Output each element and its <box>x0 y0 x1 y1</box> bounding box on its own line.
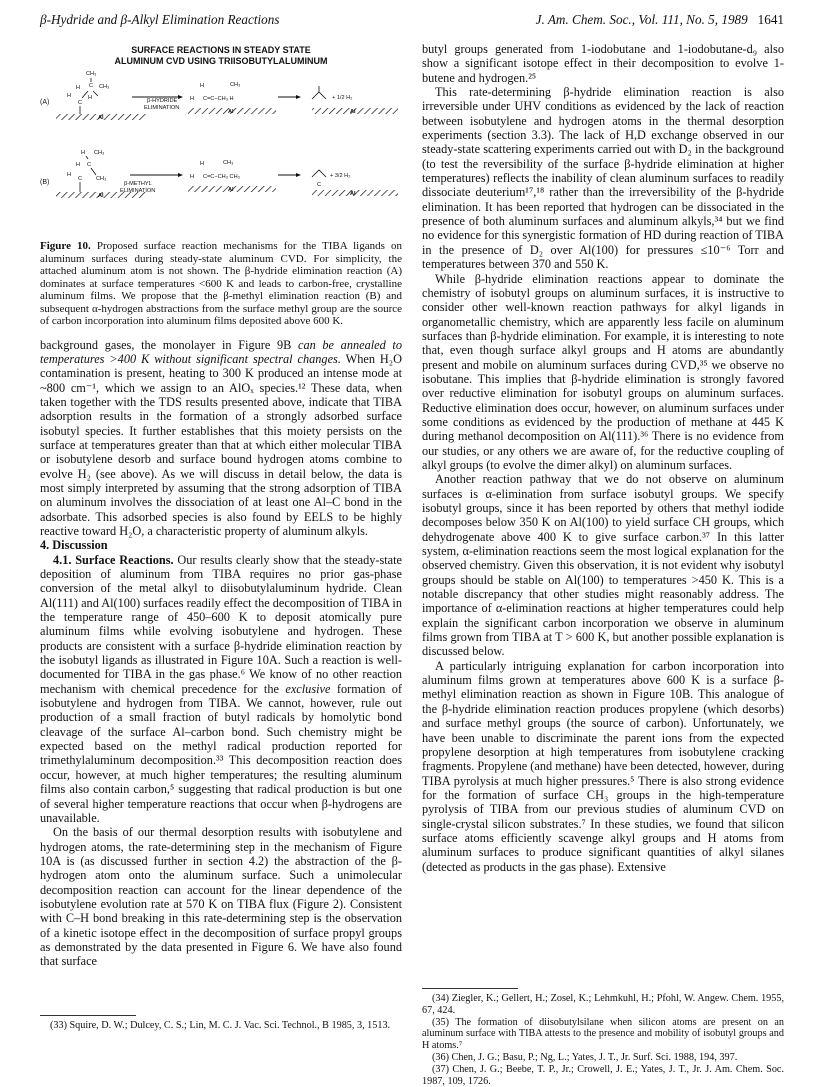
journal-citation: J. Am. Chem. Soc., Vol. 111, No. 5, 1989 1641 <box>535 12 784 27</box>
paragraph: A particularly intriguing explanation for carbon incorporation into aluminum films grown at temperatures above 600 K is a surface β-methyl elimination reaction as shown in Figure 10B. This analogue of the β-hydride elimination reaction produces propylene (which desorbs) and surface methyl groups (the source of carbon). Unfortunately, we have been unable to discriminate the parent ions from the expected propylene desorption at high temperatures from isobutylene cracking fragments. Propylene (and methane) have been detected, however, during TIBA pyrolysis at much higher pressures.⁵ There is also strong evidence for the formation of surface CH₃ groups in the high-temperature pyrolysis of TIBA from our previous studies of aluminum CVD on single-crystal silicon substrates.⁷ In these studies, we found that silicon surface atoms efficiently scavenge alkyl groups and H atoms from aluminum surfaces to produce significant quantities of alkyl silanes (detected as products in the gas phase). Extensive <box>422 658 784 874</box>
svg-text:H: H <box>81 150 86 156</box>
paragraph: butyl groups generated from 1-iodobutane and 1-iodobutane-d₉ also show a significant isotope effect in their decomposition to evolve 1-butene and hydrogen.²⁵ <box>422 42 784 85</box>
svg-text:H: H <box>67 93 72 99</box>
svg-text:Al: Al <box>350 191 356 197</box>
footnote-36: (36) Chen, J. G.; Basu, P.; Ng, L.; Yates, J. T., Jr. Surf. Sci. 1988, 194, 397. <box>432 1051 738 1063</box>
svg-text:H: H <box>76 162 81 168</box>
left-column <box>40 42 402 969</box>
section-heading: 4. Discussion <box>40 538 108 553</box>
svg-text:C: C <box>78 176 83 182</box>
figure-caption: Figure 10. Proposed surface reaction mechanisms for the TIBA ligands on aluminum surfaces during steady-state aluminum CVD. For simplicity, the attached aluminum atom is not shown. The β-hydride elimination reaction (A) dominates at surface temperatures <600 K and leads to carbon-free, crystalline aluminum films. We propose that the β-methyl elimination reaction (B) and subsequent α-hydrogen abstractions from the surface methyl group are the source of carbon incorporation into aluminum films deposited above 600 K. <box>40 240 402 327</box>
svg-text:CH₃: CH₃ <box>230 82 241 88</box>
panel-a-label: (A) <box>40 99 50 106</box>
paragraph: Another reaction pathway that we do not observe on aluminum surfaces is α-elimination from surface isobutyl groups. We specify isobutyl groups, since it has been reported by others that methyl iodide decomposes below 350 K on Al(100) to yield surface CH groups, which dehydrogenate above 400 K to give surface carbon.³⁷ In this latter system, α-elimination reactions seem the most logical explanation for the observed chemistry. Given this observation, it is not evident why isobutyl groups should be stable on Al(100) to temperatures >450 K. This is a notable discrepancy that other studies might reasonably address. The importance of α-elimination reactions at higher temperatures could help explain the significant carbon incorporation we observe in aluminum films grown from TIBA at T > 600 K, but another possible explanation is discussed below. <box>422 472 784 659</box>
footnote-rule <box>40 1015 136 1016</box>
svg-text:H: H <box>88 95 93 101</box>
svg-text:CH₃: CH₃ <box>99 84 110 90</box>
page-number: 1641 <box>757 12 784 27</box>
svg-text:H: H <box>67 172 72 178</box>
paragraph: This rate-determining β-hydride elimination reaction is also irreversible under UHV conditions as evidenced by the lack of reaction between isobutylene and hydrogen atoms in the thermal desorption experiments (section 3.3). The lack of H,D exchange observed in our steady-state scattering experiments carried out with D₂ in the background (to test the reversibility of the surface β-hydride elimination at higher temperatures) reflects the inability of clean aluminum surfaces to readily dissociate deuterium¹⁷,¹⁸ rather than the irreversibility of the β-hydride elimination. It has been reported that hydrogen can be dissociated in the presence of both aluminum surfaces and aluminum alkyls,³⁴ but we find no evidence for this synergistic formation of HD during reaction of TIBA in the presence of D₂ over Al(100) for pressures ≤10⁻⁶ Torr and temperatures between 370 and 550 K. <box>422 85 784 272</box>
left-footnotes <box>40 1007 402 1032</box>
paragraph: 4.1. Surface Reactions. Our results clearly show that the steady-state deposition of aluminum from TIBA requires no prior gas-phase conversion of the metal alkyl to diisobutylaluminum hydride. Clean Al(111) and Al(100) surfaces readily effect the decomposition of TIBA in the temperature range of 450–600 K to deposit atomically pure aluminum films while evolving isobutylene and hydrogen. These products are consistent with a surface β-hydride elimination reaction by the isobutyl ligands as illustrated in Figure 10A. Such a reaction is well-documented for TIBA in the gas phase.⁶ We know of no other reaction mechanism with chemical precedence for the exclusive formation of isobutylene and hydrogen from TIBA. We cannot, however, rule out production of a small fraction of butyl radicals by homolytic bond cleavage of the surface Al–carbon bond. Such chemistry might be expected based on the methyl radical production reported for trimethylaluminum decomposition.³³ This decomposition reaction does occur, however, at much higher temperatures; the resulting aluminum films also contain carbon,⁵ suggesting that radical production is but one of several higher temperature reactions that occur when β-hydrogens are unavailable. <box>40 552 402 825</box>
b-product: + 3/2 H₂ <box>330 173 351 179</box>
svg-text:Al: Al <box>228 187 234 193</box>
figure-title-line1: SURFACE REACTIONS IN STEADY STATE <box>131 45 311 55</box>
svg-text:C=C−CH₃ H: C=C−CH₃ H <box>203 96 234 102</box>
svg-text:CH₃: CH₃ <box>94 150 105 156</box>
a-mechanism-label-2: ELIMINATION <box>144 105 180 111</box>
svg-text:H: H <box>190 96 195 102</box>
svg-text:C: C <box>89 83 94 89</box>
running-title: β-Hydride and β-Alkyl Elimination Reactions <box>40 12 280 27</box>
svg-text:Al: Al <box>228 109 234 115</box>
paragraph: background gases, the monolayer in Figure 9B can be annealed to temperatures >400 K without significant spectral changes. When H₂O contamination is present, heating to 300 K produced an intense mode at ~800 cm⁻¹, which we assign to an AlOₓ species.¹² These data, when taken together with the TDS results presented above, indicate that TIBA adsorption results in the formation of a strongly adsorbed surface isobutyl species. It further establishes that this moiety persists on the surface at temperatures greater than that at which either molecular TIBA or isobutylene desorb and surface bound hydrogen atoms combine to evolve H₂ (see above). As we will discuss in detail below, the data is most simply interpreted by assuming that the strong adsorption of TIBA on aluminum involves the dissociation of at least one Al–C bond in the adsorbate. This adsorbed species is also found by EELS to be highly reactive toward H₂O, a characteristic property of aluminum alkyls. <box>40 337 402 538</box>
svg-text:H: H <box>200 83 205 89</box>
running-header <box>40 12 784 30</box>
subsection-heading: 4.1. Surface Reactions. <box>53 552 174 567</box>
svg-text:CH₃: CH₃ <box>86 71 97 77</box>
a-mechanism-label-1: β-HYDRIDE <box>147 98 178 104</box>
b-mechanism-label-1: β-METHYL <box>124 181 152 187</box>
figure-label: Figure 10. <box>40 240 91 252</box>
svg-text:C=C−CH₃ CH₃: C=C−CH₃ CH₃ <box>203 174 240 180</box>
svg-text:C: C <box>317 182 322 188</box>
paragraph: While β-hydride elimination reactions appear to dominate the chemistry of isobutyl groups on aluminum surfaces, it is instructive to consider other well-known reaction pathways for alkyl ligands in organometallic chemistry, which are apparently less facile on aluminum surfaces than β-hydride elimination. For example, it is interesting to note that, even though surface alkyl groups and H atoms are abundantly present and mobile on aluminum surfaces during CVD,³⁵ we observe no isobutane. This implies that β-hydride elimination is strongly favored over reductive elimination for isobutyl groups on aluminum surfaces. Reductive elimination does occur, however, on aluminum surfaces under some conditions as evidenced by the production of methane at 445 K during methanol decomposition on Al(111).³⁶ There is no evidence from our studies, or any others we are aware of, for the reductive coupling of alkyl groups (to evolve the dimer alkyl) on aluminum surfaces. <box>422 271 784 472</box>
svg-text:C: C <box>78 100 83 106</box>
right-column <box>422 42 784 874</box>
b-mechanism-label-2: ELIMINATION <box>120 188 156 194</box>
svg-text:C: C <box>87 162 92 168</box>
svg-text:CH₃: CH₃ <box>96 176 107 182</box>
panel-b-label: (B) <box>40 179 50 186</box>
footnote-34: (34) Ziegler, K.; Gellert, H.; Zosel, K.; Lehmkuhl, H.; Pfohl, W. Angew. Chem. 1955, 67, 424. <box>422 993 784 1016</box>
figure-10 <box>40 42 402 238</box>
svg-text:Al: Al <box>98 193 104 199</box>
footnote-35: (35) The formation of diisobutylsilane when silicon atoms are present on an aluminum surface with TIBA attests to the presence and mobility of isobutyl groups and H atoms.⁷ <box>422 1016 784 1052</box>
paragraph: On the basis of our thermal desorption results with isobutylene and hydrogen atoms, the rate-determining step in the mechanism of Figure 10A is (as discussed further in section 4.2) the abstraction of the β-hydrogen atom onto the aluminum surface. Such a unimolecular decomposition reaction can account for the linear dependence of the isobutylene evolution rate at 570 K on TIBA flux (Figure 2). Consistent with C–H bond breaking in this rate-determining step is the observation of a kinetic isotope effect in the decomposition of surface propyl groups as demonstrated by the data presented in Figure 6. We have also found that surface <box>40 825 402 969</box>
footnote-37: (37) Chen, J. G.; Beebe, T. P., Jr.; Crowell, J. E.; Yates, J. T., Jr. J. Am. Chem. Soc. 1987, 109, 1726. <box>422 1063 784 1087</box>
a-product: + 1/2 H₂ <box>332 95 353 101</box>
svg-text:H: H <box>190 174 195 180</box>
svg-text:H: H <box>200 161 205 167</box>
reaction-scheme-diagram <box>40 42 402 238</box>
footnote-rule <box>422 988 518 989</box>
svg-text:CH₃: CH₃ <box>223 160 234 166</box>
svg-text:H: H <box>76 85 81 91</box>
svg-text:Al: Al <box>98 115 104 121</box>
figure-title-line2: ALUMINUM CVD USING TRIISOBUTYLALUMINUM <box>114 56 328 66</box>
svg-text:Al: Al <box>350 109 356 115</box>
footnote-33: (33) Squire, D. W.; Dulcey, C. S.; Lin, M. C. J. Vac. Sci. Technol., B 1985, 3, 1513. <box>50 1020 391 1031</box>
